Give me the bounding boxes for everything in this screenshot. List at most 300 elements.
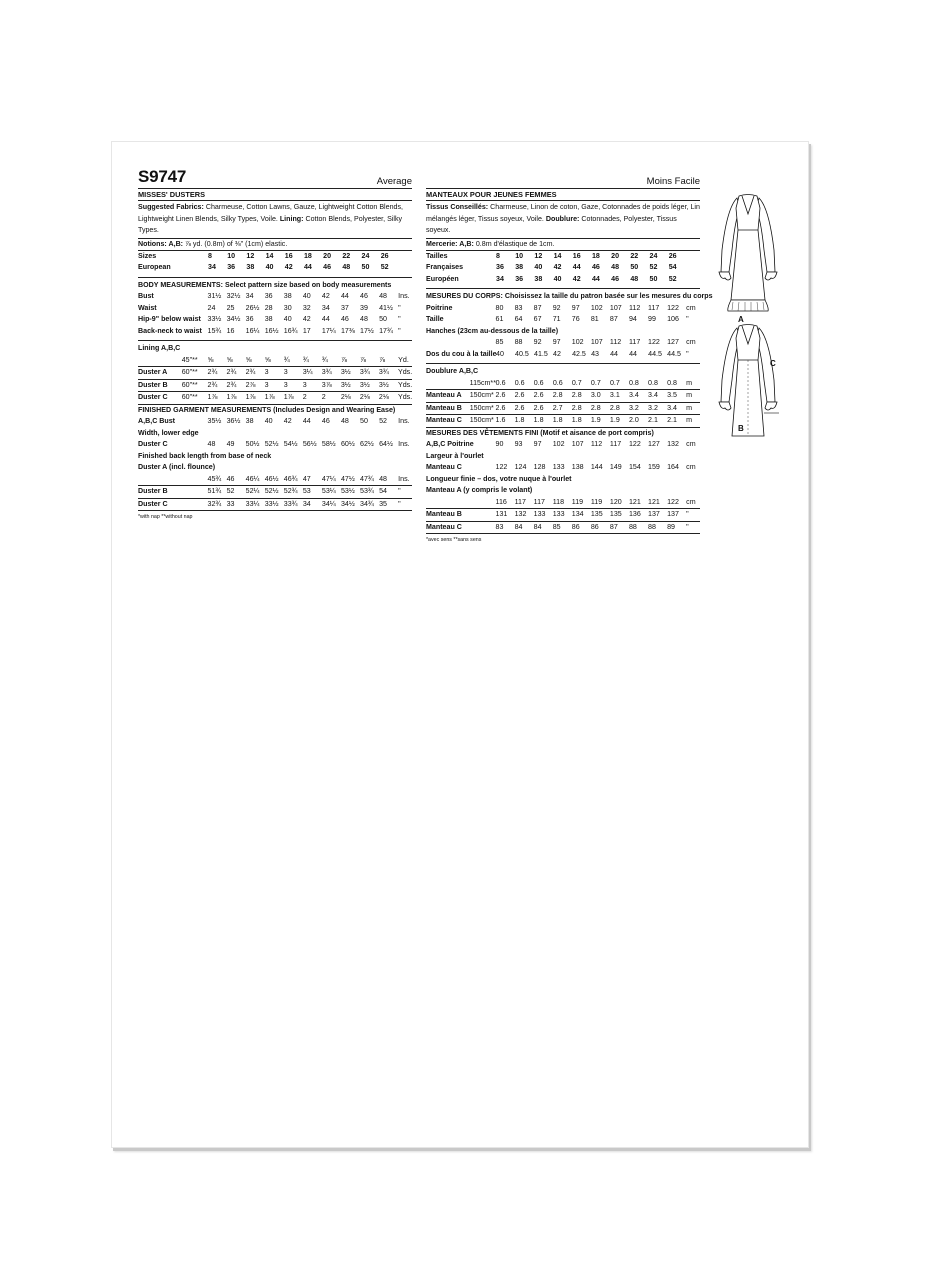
finished-measurements-heading-fr: MESURES DES VÊTEMENTS FINI (Motif et aisance de port compris) bbox=[426, 428, 654, 437]
value-cell: 30 bbox=[283, 303, 292, 312]
value-cell: 3.1 bbox=[609, 391, 620, 399]
value-cell: 127 bbox=[667, 338, 679, 346]
value-cell: 87 bbox=[533, 303, 542, 312]
value-cell: 20 bbox=[611, 251, 620, 260]
value-cell: 122 bbox=[495, 463, 508, 471]
value-cell: 102 bbox=[552, 440, 565, 448]
value-cell: 14 bbox=[265, 251, 274, 260]
value-cell: 52 bbox=[379, 417, 387, 425]
value-cell: 2⅛ bbox=[359, 393, 370, 401]
row-label: Duster B bbox=[138, 380, 168, 389]
value-cell: 52¾ bbox=[283, 487, 298, 495]
width-cell: 150cm* bbox=[469, 403, 494, 412]
value-cell: 2.8 bbox=[609, 403, 620, 412]
value-cell: 138 bbox=[571, 463, 584, 471]
view-c-label: C bbox=[770, 359, 776, 368]
value-cell: 52¼ bbox=[245, 487, 260, 495]
unit-cell: " bbox=[686, 522, 689, 531]
unit-cell: Ins. bbox=[398, 292, 410, 300]
value-cell: 64 bbox=[514, 315, 523, 323]
value-cell: 12 bbox=[246, 251, 255, 260]
value-cell: 2¾ bbox=[226, 380, 237, 389]
value-cell: 136 bbox=[628, 510, 641, 518]
value-cell: 106 bbox=[667, 315, 679, 323]
back-length-a-row bbox=[138, 474, 412, 486]
value-cell: 41.5 bbox=[534, 349, 548, 358]
value-cell: 16¾ bbox=[283, 326, 298, 335]
value-cell: 131 bbox=[495, 510, 508, 518]
value-cell: 48 bbox=[379, 292, 387, 300]
value-cell: 54½ bbox=[283, 440, 298, 448]
unit-cell: " bbox=[398, 326, 401, 335]
value-cell: 92 bbox=[533, 338, 542, 346]
value-cell: 51¾ bbox=[207, 487, 222, 495]
value-cell: 102 bbox=[590, 303, 603, 312]
value-cell: 76 bbox=[571, 315, 580, 323]
value-cell: 89 bbox=[667, 522, 675, 531]
value-cell: 36½ bbox=[226, 417, 241, 425]
table-row bbox=[426, 314, 700, 326]
notions-text-fr: 0.8m d'élastique de 1cm. bbox=[475, 239, 555, 248]
unit-cell: " bbox=[398, 303, 401, 312]
value-cell: 1.9 bbox=[590, 416, 601, 424]
width-cell: 115cm** bbox=[469, 378, 496, 387]
value-cell: 39 bbox=[360, 303, 368, 312]
row-label: Duster C bbox=[138, 440, 168, 448]
value-cell: 62½ bbox=[360, 440, 374, 448]
value-cell: 135 bbox=[609, 510, 622, 518]
value-cell: 2.6 bbox=[514, 391, 525, 399]
value-cell: 119 bbox=[571, 497, 584, 506]
notions-label-fr: Mercerie: A,B: bbox=[426, 239, 474, 248]
value-cell: 44 bbox=[302, 417, 311, 425]
fabrics-block bbox=[138, 201, 412, 239]
value-cell: 112 bbox=[609, 338, 622, 346]
value-cell: 149 bbox=[609, 463, 622, 471]
value-cell: 18 bbox=[591, 251, 600, 260]
value-cell: 132 bbox=[667, 440, 679, 448]
sizes-row bbox=[138, 251, 412, 263]
value-cell: 3¾ bbox=[359, 368, 370, 376]
unit-cell: " bbox=[398, 315, 401, 323]
value-cell: 17¾ bbox=[379, 326, 393, 335]
hip-row-fr bbox=[426, 337, 700, 349]
finished-bust-row-fr bbox=[426, 439, 700, 451]
value-cell: 45¾ bbox=[207, 474, 222, 483]
value-cell: 48 bbox=[360, 315, 368, 323]
finished-bust-row bbox=[138, 416, 412, 428]
value-cell: 2¾ bbox=[207, 368, 218, 376]
value-cell: 0.8 bbox=[667, 378, 677, 387]
row-label: Duster C bbox=[138, 393, 168, 401]
value-cell: 38 bbox=[246, 263, 255, 271]
value-cell: 40 bbox=[496, 349, 504, 358]
value-cell: 90 bbox=[495, 440, 504, 448]
value-cell: 3.4 bbox=[667, 403, 677, 412]
table-row bbox=[138, 326, 412, 338]
value-cell: 2.6 bbox=[495, 403, 506, 412]
back-length-a-label-fr: Manteau A (y compris le volant) bbox=[426, 486, 533, 494]
value-cell: 34 bbox=[208, 263, 216, 271]
value-cell: 53¾ bbox=[360, 487, 374, 495]
value-cell: 0.7 bbox=[571, 378, 582, 387]
value-cell: 3½ bbox=[359, 380, 370, 389]
unit-cell: cm bbox=[686, 463, 696, 471]
value-cell: 52 bbox=[649, 263, 658, 271]
value-cell: 117 bbox=[648, 303, 660, 312]
value-cell: 34 bbox=[496, 274, 504, 283]
fabrics-text: Charmeuse, Cotton Lawns, Gauze, Lightweight Cotton Blends, Lightweight Linen Blends, Silky Types, Voile. bbox=[138, 203, 403, 223]
value-cell: 122 bbox=[667, 497, 679, 506]
value-cell: 1⅞ bbox=[207, 393, 218, 401]
row-label: Poitrine bbox=[426, 303, 453, 312]
value-cell: 44 bbox=[303, 263, 312, 271]
row-label bbox=[426, 378, 470, 390]
value-cell: ⅞ bbox=[379, 355, 386, 364]
value-cell: 135 bbox=[590, 510, 603, 518]
value-cell: 44 bbox=[610, 349, 618, 358]
value-cell: 121 bbox=[628, 497, 641, 506]
value-cell: 2 bbox=[302, 393, 307, 401]
francaises-sizes-row bbox=[426, 262, 700, 274]
value-cell: 33 bbox=[226, 499, 235, 508]
width-lower-edge-label-fr: Largeur à l'ourlet bbox=[426, 451, 484, 460]
value-cell: 44.5 bbox=[667, 349, 681, 358]
value-cell: 137 bbox=[648, 510, 660, 518]
value-cell: 53¼ bbox=[321, 487, 336, 495]
value-cell: 17¼ bbox=[321, 326, 336, 335]
value-cell: 2.7 bbox=[552, 403, 563, 412]
value-cell: 58½ bbox=[321, 440, 336, 448]
notions-line-fr bbox=[426, 239, 700, 251]
row-label: Waist bbox=[138, 303, 157, 312]
width-cell: 60"** bbox=[181, 380, 198, 389]
value-cell: 42 bbox=[553, 263, 562, 271]
value-cell: ⅝ bbox=[207, 355, 214, 364]
value-cell: 137 bbox=[667, 510, 679, 518]
value-cell: 38 bbox=[515, 263, 524, 271]
value-cell: ¾ bbox=[321, 355, 328, 364]
value-cell: 2⅛ bbox=[378, 393, 389, 401]
value-cell: 0.6 bbox=[495, 378, 506, 387]
value-cell: 2.8 bbox=[571, 391, 582, 399]
english-header bbox=[138, 169, 412, 189]
value-cell: 128 bbox=[533, 463, 546, 471]
value-cell: 41½ bbox=[379, 303, 393, 312]
row-label: Duster B bbox=[138, 487, 168, 495]
value-cell: 18 bbox=[303, 251, 312, 260]
value-cell: 121 bbox=[648, 497, 660, 506]
value-cell: 24 bbox=[649, 251, 658, 260]
unit-cell: Yds. bbox=[397, 380, 413, 389]
value-cell: 133 bbox=[552, 463, 565, 471]
value-cell: 2.6 bbox=[495, 391, 506, 399]
value-cell: 40 bbox=[264, 417, 273, 425]
unit-cell: cm bbox=[686, 303, 696, 312]
value-cell: 3.4 bbox=[648, 391, 658, 399]
table-row bbox=[138, 499, 412, 511]
row-label: European bbox=[138, 263, 171, 271]
unit-cell: cm bbox=[686, 338, 696, 346]
value-cell: 40 bbox=[283, 315, 292, 323]
value-cell: 46 bbox=[591, 263, 600, 271]
value-cell: 87 bbox=[609, 522, 618, 531]
value-cell: 42 bbox=[302, 315, 311, 323]
value-cell: 47 bbox=[302, 474, 311, 483]
value-cell: 85 bbox=[552, 522, 561, 531]
value-cell: 47½ bbox=[340, 474, 355, 483]
unit-cell: " bbox=[398, 487, 401, 495]
value-cell: 33½ bbox=[207, 315, 222, 323]
value-cell: 22 bbox=[630, 251, 639, 260]
value-cell: 42 bbox=[283, 417, 292, 425]
value-cell: 1.8 bbox=[571, 416, 582, 424]
value-cell: 37 bbox=[340, 303, 349, 312]
unit-cell: Yds. bbox=[397, 393, 413, 401]
value-cell: 3.0 bbox=[590, 391, 601, 399]
value-cell: 10 bbox=[227, 251, 236, 260]
value-cell: 107 bbox=[571, 440, 584, 448]
row-label: Dos du cou à la taille bbox=[426, 349, 497, 358]
value-cell: 102 bbox=[571, 338, 584, 346]
value-cell: 133 bbox=[552, 510, 565, 518]
value-cell: 52½ bbox=[264, 440, 279, 448]
table-row bbox=[138, 303, 412, 315]
table-row bbox=[426, 303, 700, 315]
value-cell: 159 bbox=[648, 463, 660, 471]
value-cell: 2.6 bbox=[533, 391, 544, 399]
value-cell: 12 bbox=[534, 251, 543, 260]
value-cell: 35 bbox=[379, 499, 387, 508]
value-cell: 26 bbox=[668, 251, 677, 260]
value-cell: 132 bbox=[514, 510, 527, 518]
value-cell: 122 bbox=[667, 303, 679, 312]
value-cell: 118 bbox=[552, 497, 565, 506]
unit-cell: m bbox=[686, 416, 693, 424]
width-cell: 60"** bbox=[181, 393, 198, 401]
value-cell: 117 bbox=[609, 440, 622, 448]
table-row bbox=[426, 403, 700, 415]
row-label: Duster A bbox=[138, 368, 168, 376]
fabrics-label: Suggested Fabrics: bbox=[138, 203, 204, 211]
view-a-label: A bbox=[738, 315, 744, 324]
value-cell: 34½ bbox=[226, 315, 241, 323]
value-cell: 3½ bbox=[340, 380, 351, 389]
back-length-label: Finished back length from base of neck bbox=[138, 451, 272, 460]
value-cell: 88 bbox=[628, 522, 637, 531]
value-cell: 48 bbox=[340, 417, 349, 425]
value-cell: 134 bbox=[571, 510, 584, 518]
value-cell: 53½ bbox=[340, 487, 355, 495]
value-cell: 44 bbox=[629, 349, 637, 358]
table-row bbox=[426, 522, 700, 534]
value-cell: 40 bbox=[534, 263, 543, 271]
value-cell: 53 bbox=[302, 487, 311, 495]
value-cell: 86 bbox=[590, 522, 599, 531]
value-cell: 52 bbox=[668, 274, 677, 283]
value-cell: 3.2 bbox=[648, 403, 658, 412]
value-cell: 1⅞ bbox=[245, 393, 256, 401]
value-cell: 1.8 bbox=[514, 416, 525, 424]
value-cell: 107 bbox=[609, 303, 622, 312]
width-manteau-c-row bbox=[426, 462, 700, 474]
unit-cell: m bbox=[686, 403, 693, 412]
difficulty-level: Average bbox=[376, 176, 412, 187]
value-cell: 81 bbox=[590, 315, 599, 323]
value-cell: 16½ bbox=[264, 326, 279, 335]
value-cell: 116 bbox=[495, 497, 507, 506]
value-cell: 46 bbox=[360, 292, 368, 300]
value-cell: 34 bbox=[321, 303, 330, 312]
value-cell: 34 bbox=[302, 499, 311, 508]
value-cell: 88 bbox=[514, 338, 523, 346]
english-column bbox=[138, 169, 412, 521]
french-column bbox=[426, 169, 713, 544]
row-label: Manteau B bbox=[426, 510, 462, 518]
value-cell: 46 bbox=[340, 315, 349, 323]
value-cell: 28 bbox=[264, 303, 273, 312]
body-measurements-heading-fr: MESURES DU CORPS: Choisissez la taille du patron basée sur les mesures du corps bbox=[426, 292, 713, 300]
value-cell: 46 bbox=[226, 474, 235, 483]
table-row bbox=[138, 380, 412, 392]
value-cell: 34¼ bbox=[321, 499, 336, 508]
value-cell: 52 bbox=[226, 487, 235, 495]
value-cell: 16 bbox=[226, 326, 235, 335]
european-sizes-row-fr bbox=[426, 274, 700, 286]
value-cell: 2.0 bbox=[628, 416, 639, 424]
value-cell: 50 bbox=[630, 263, 639, 271]
value-cell: 26½ bbox=[245, 303, 260, 312]
value-cell: 35½ bbox=[207, 417, 222, 425]
yardage-table bbox=[138, 367, 412, 405]
fabrics-block-fr bbox=[426, 201, 700, 239]
unit-cell: " bbox=[686, 510, 689, 518]
garment-title-fr: MANTEAUX POUR JEUNES FEMMES bbox=[426, 189, 700, 201]
lining-text-fr: Cotonnades, Polyester, Tissus soyeux. bbox=[426, 214, 677, 234]
value-cell: 46 bbox=[611, 274, 620, 283]
back-length-table-fr bbox=[426, 509, 700, 534]
width-cell: 150cm* bbox=[469, 416, 494, 424]
row-rule bbox=[426, 533, 700, 534]
value-cell: 2 bbox=[321, 393, 326, 401]
value-cell: 24 bbox=[361, 251, 370, 260]
value-cell: 33½ bbox=[264, 499, 279, 508]
value-cell: 64½ bbox=[379, 440, 393, 448]
value-cell: 40 bbox=[265, 263, 274, 271]
row-label: Duster C bbox=[138, 499, 168, 508]
view-a-sketch bbox=[719, 195, 777, 312]
value-cell: 42.5 bbox=[572, 349, 586, 358]
row-label: Manteau C bbox=[426, 463, 462, 471]
value-cell: ⅝ bbox=[264, 355, 271, 364]
row-label bbox=[426, 497, 496, 509]
width-cell: 45"** bbox=[181, 355, 198, 364]
row-label: Bust bbox=[138, 292, 154, 300]
value-cell: 60½ bbox=[340, 440, 355, 448]
lining-yardage-row bbox=[138, 355, 412, 367]
value-cell: 32¾ bbox=[207, 499, 222, 508]
value-cell: 3.2 bbox=[628, 403, 639, 412]
pattern-envelope-back bbox=[111, 141, 809, 1148]
unit-cell: " bbox=[686, 349, 689, 358]
pattern-code: S9747 bbox=[138, 167, 187, 186]
value-cell: 40 bbox=[553, 274, 562, 283]
value-cell: 2⅞ bbox=[245, 380, 256, 389]
value-cell: 34 bbox=[245, 292, 254, 300]
value-cell: 50 bbox=[649, 274, 658, 283]
value-cell: 42 bbox=[321, 292, 330, 300]
value-cell: 80 bbox=[495, 303, 504, 312]
lining-label-fr: Doublure: bbox=[545, 214, 580, 223]
unit-cell: cm bbox=[686, 440, 696, 448]
value-cell: 17½ bbox=[360, 326, 374, 335]
value-cell: 84 bbox=[533, 522, 542, 531]
value-cell: 1⅞ bbox=[226, 393, 237, 401]
value-cell: 88 bbox=[648, 522, 656, 531]
value-cell: 117 bbox=[533, 497, 545, 506]
value-cell: 3¾ bbox=[321, 368, 332, 376]
value-cell: 2.6 bbox=[514, 403, 525, 412]
value-cell: 3 bbox=[264, 380, 269, 389]
value-cell: 2.8 bbox=[571, 403, 582, 412]
value-cell: 1.8 bbox=[552, 416, 563, 424]
value-cell: 154 bbox=[628, 463, 641, 471]
value-cell: 16 bbox=[572, 251, 581, 260]
garment-title: MISSES' DUSTERS bbox=[138, 189, 412, 201]
value-cell: 83 bbox=[495, 522, 504, 531]
view-b-label: B bbox=[738, 424, 744, 433]
table-row bbox=[138, 367, 412, 379]
table-row bbox=[426, 390, 700, 402]
lining-label: Lining: bbox=[279, 214, 304, 223]
value-cell: ⅝ bbox=[245, 355, 252, 364]
value-cell: 2.1 bbox=[648, 416, 658, 424]
value-cell: 44 bbox=[340, 292, 349, 300]
value-cell: 48 bbox=[630, 274, 639, 283]
value-cell: 20 bbox=[323, 251, 332, 260]
row-label bbox=[426, 337, 496, 349]
value-cell: 83 bbox=[514, 303, 523, 312]
value-cell: 61 bbox=[495, 315, 504, 323]
value-cell: 56½ bbox=[302, 440, 317, 448]
value-cell: 33¼ bbox=[245, 499, 260, 508]
value-cell: 144 bbox=[590, 463, 603, 471]
value-cell: ⅞ bbox=[340, 355, 347, 364]
value-cell: 2⅛ bbox=[340, 393, 351, 401]
unit-cell: cm bbox=[686, 497, 696, 506]
row-label: Sizes bbox=[138, 251, 157, 260]
lining-heading-fr: Doublure A,B,C bbox=[426, 367, 479, 375]
garment-sketches bbox=[713, 190, 783, 440]
row-label: A,B,C Poitrine bbox=[426, 440, 474, 448]
unit-cell: Ins. bbox=[398, 474, 410, 483]
value-cell: 8 bbox=[496, 251, 500, 260]
value-cell: 117 bbox=[628, 338, 641, 346]
back-length-table bbox=[138, 486, 412, 511]
difficulty-level-fr: Moins Facile bbox=[646, 176, 700, 187]
value-cell: 0.8 bbox=[648, 378, 658, 387]
unit-cell: Ins. bbox=[398, 417, 410, 425]
value-cell: 2.1 bbox=[667, 416, 677, 424]
width-lower-edge-label: Width, lower edge bbox=[138, 428, 199, 437]
unit-cell: " bbox=[686, 315, 689, 323]
row-label: Back-neck to waist bbox=[138, 326, 202, 335]
value-cell: 33¾ bbox=[283, 499, 298, 508]
value-cell: 36 bbox=[264, 292, 273, 300]
table-row bbox=[138, 392, 412, 404]
value-cell: 49 bbox=[226, 440, 235, 448]
value-cell: 36 bbox=[515, 274, 524, 283]
